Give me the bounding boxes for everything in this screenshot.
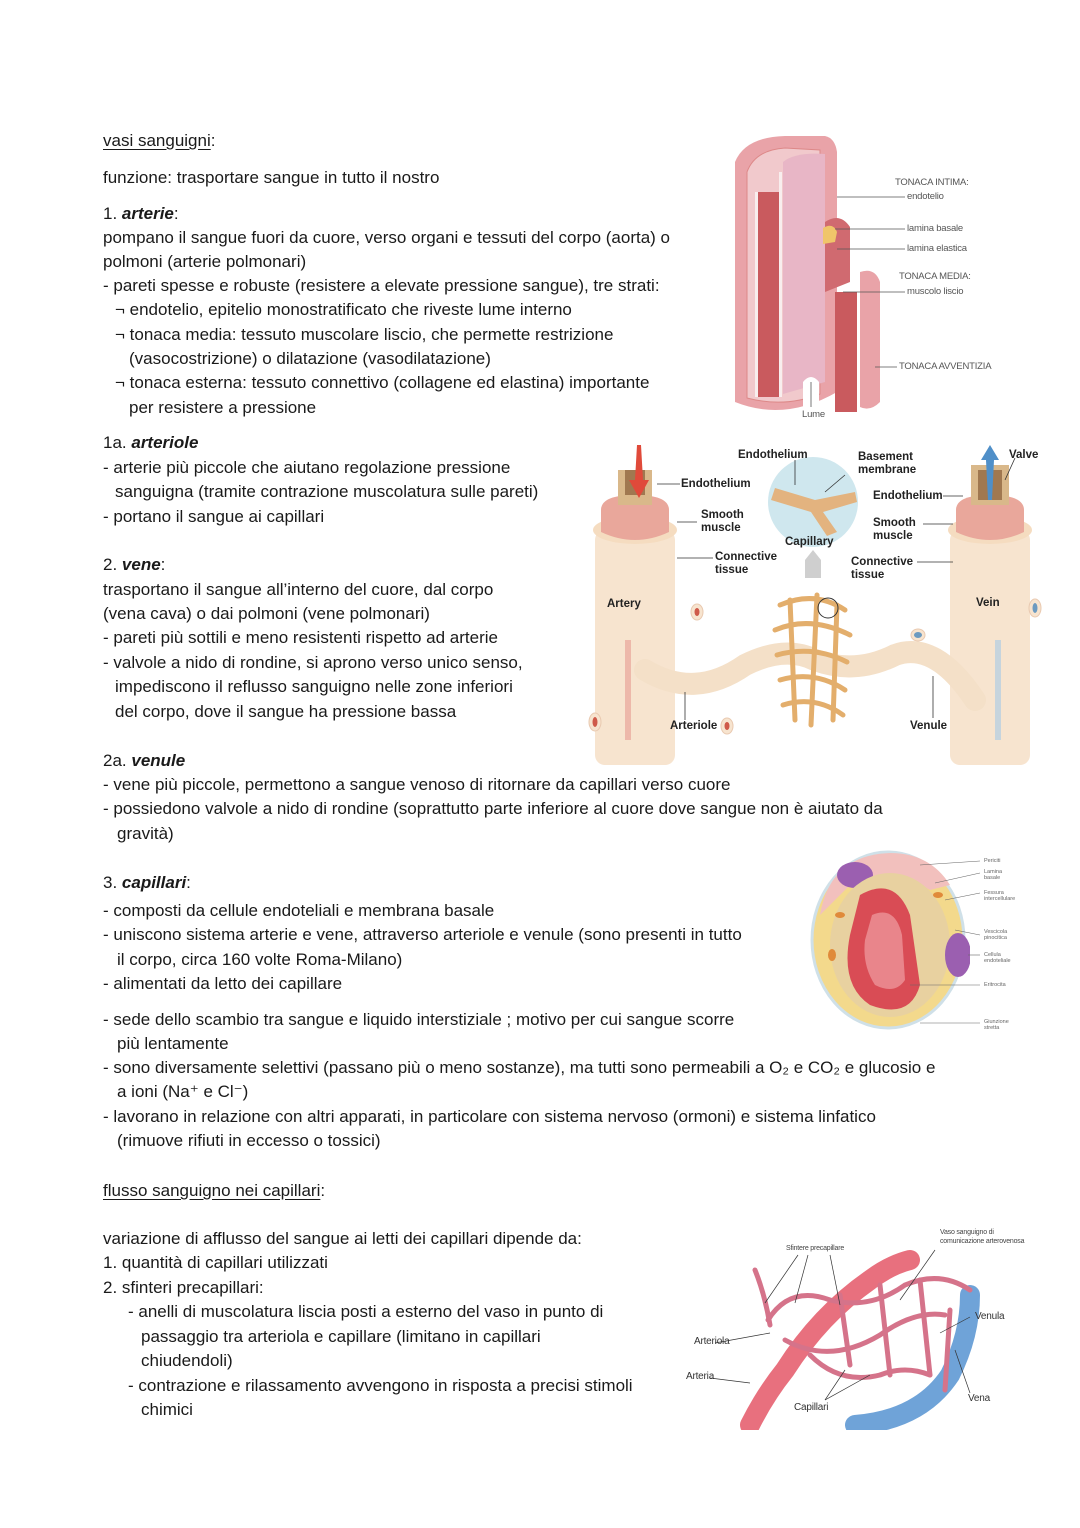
venule-line: - vene più piccole, permettono a sangue venoso di ritornare da capillari verso cuore xyxy=(103,775,731,794)
label-pinocitica: pinocitica xyxy=(984,935,1007,941)
venule-line: gravità) xyxy=(117,824,174,843)
vene-line: - valvole a nido di rondine, si aprono verso unico senso, xyxy=(103,653,523,672)
label-capillary: Capillary xyxy=(785,536,834,548)
capillari-line: - sono diversamente selettivi (passano più o meno sostanze), ma tutti sono permeabili a O₂ e CO₂ e glucosio e xyxy=(103,1058,936,1077)
flusso-line: chimici xyxy=(141,1400,193,1419)
label-connective-artery: Connective xyxy=(715,551,777,563)
figure-artery-wall xyxy=(725,132,1025,427)
label-stretta: stretta xyxy=(984,1025,1000,1031)
figure-capillary-section xyxy=(810,845,1030,1040)
label-connective-artery-2: tissue xyxy=(715,564,749,576)
label-venule: Venule xyxy=(910,720,948,732)
vene-line: impediscono il reflusso sanguigno nelle zone inferiori xyxy=(115,677,513,696)
flusso-line: passaggio tra arteriola e capillare (limitano in capillari xyxy=(141,1327,541,1346)
capillari-line: il corpo, circa 160 volte Roma-Milano) xyxy=(117,950,403,969)
label-vescicola: Vescicola xyxy=(984,929,1008,935)
flusso-line: - contrazione e rilassamento avvengono in risposta a precisi stimoli xyxy=(128,1376,633,1395)
label-vein: Vein xyxy=(976,597,1000,609)
section-heading-vasi-sanguigni: vasi sanguigni: xyxy=(103,131,216,150)
capillari-line: a ioni (Na⁺ e Cl⁻) xyxy=(117,1082,249,1101)
label-vaso-sanguigno-1: Vaso sanguigno di xyxy=(940,1229,994,1236)
arterie-line: (vasocostrizione) o dilatazione (vasodilatazione) xyxy=(129,349,491,368)
section-heading-flusso: flusso sanguigno nei capillari: xyxy=(103,1181,326,1200)
capillari-line: - lavorano in relazione con altri apparati, in particolare con sistema nervoso (ormoni) e sistema linfatico xyxy=(103,1107,876,1126)
capillari-line: più lentamente xyxy=(117,1034,229,1053)
label-smooth-muscle-vein: Smooth xyxy=(873,517,916,529)
vene-line: trasportano il sangue all’interno del cuore, dal corpo xyxy=(103,580,494,599)
label-muscolo-liscio: muscolo liscio xyxy=(907,286,964,297)
label-lume: Lume xyxy=(802,409,825,420)
label-connective-vein-2: tissue xyxy=(851,569,885,581)
flusso-line: - anelli di muscolatura liscia posti a esterno del vaso in punto di xyxy=(128,1302,604,1321)
label-periciti: Periciti xyxy=(984,858,1001,864)
label-membrane: membrane xyxy=(858,464,917,476)
arterie-line: pompano il sangue fuori da cuore, verso organi e tessuti del corpo (aorta) o xyxy=(103,228,670,247)
venule-heading: 2a. venule xyxy=(103,751,186,770)
label-lamina: Lamina xyxy=(984,869,1003,875)
label-endothelium-vein: Endothelium xyxy=(873,490,943,502)
label-giunzione: Giunzione xyxy=(984,1019,1009,1025)
label-smooth-muscle-artery-2: muscle xyxy=(701,522,741,534)
label-fessura: Fessura xyxy=(984,890,1004,896)
label-tonaca-avventizia: TONACA AVVENTIZIA xyxy=(899,361,992,372)
flusso-line: 1. quantità di capillari utilizzati xyxy=(103,1253,328,1272)
label-connective-vein: Connective xyxy=(851,556,913,568)
label-vaso-sanguigno-2: comunicazione arterovenosa xyxy=(940,1238,1025,1245)
vene-line: - pareti più sottili e meno resistenti rispetto ad arterie xyxy=(103,628,498,647)
flusso-line: chiudendoli) xyxy=(141,1351,233,1370)
label-sfintere-precapillare: Sfintere precapillare xyxy=(786,1245,845,1252)
label-arteriole: Arteriole xyxy=(670,720,718,732)
arterie-line: ¬ tonaca esterna: tessuto connettivo (collagene ed elastina) importante xyxy=(115,373,650,392)
label-vena: Vena xyxy=(968,1393,991,1404)
vene-line: (vena cava) o dai polmoni (vene polmonari) xyxy=(103,604,430,623)
arterie-line: per resistere a pressione xyxy=(129,398,317,417)
capillari-heading: 3. capillari: xyxy=(103,873,191,892)
vene-heading: 2. vene: xyxy=(103,555,166,574)
arterie-heading: 1. arterie: xyxy=(103,204,179,223)
label-endothelium-artery: Endothelium xyxy=(681,478,751,490)
label-cellula: Cellula xyxy=(984,952,1001,958)
figure-vessel-comparison xyxy=(585,440,1045,765)
capillari-line: - composti da cellule endoteliali e membrana basale xyxy=(103,901,495,920)
capillari-line: - alimentati da letto dei capillare xyxy=(103,974,343,993)
arterie-line: ¬ endotelio, epitelio monostratificato che riveste lume interno xyxy=(115,300,572,319)
label-arteriola: Arteriola xyxy=(694,1336,730,1347)
label-tonaca-media: TONACA MEDIA: xyxy=(899,271,971,282)
label-capillari: Capillari xyxy=(794,1402,829,1413)
label-endothelium-capillary: Endothelium xyxy=(738,449,808,461)
capillari-line: - sede dello scambio tra sangue e liquido interstiziale ; motivo per cui sangue scorre xyxy=(103,1010,735,1029)
arteriole-line: sanguigna (tramite contrazione muscolatura sulle pareti) xyxy=(115,482,539,501)
vene-line: del corpo, dove il sangue ha pressione bassa xyxy=(115,702,457,721)
label-venula: Venula xyxy=(975,1311,1005,1322)
label-basement: Basement xyxy=(858,451,913,463)
label-intercellulare: intercellulare xyxy=(984,896,1016,902)
label-endoteliale: endoteliale xyxy=(984,958,1011,964)
arteriole-heading: 1a. arteriole xyxy=(103,433,199,452)
venule-line: - possiedono valvole a nido di rondine (soprattutto parte inferiore al cuore dove sangue non è aiutato da xyxy=(103,799,883,818)
capillary-bed-illustration xyxy=(680,1225,1050,1430)
arteriole-line: - arterie più piccole che aiutano regolazione pressione xyxy=(103,458,511,477)
label-eritrocita: Eritrocita xyxy=(984,982,1006,988)
arterie-line: - pareti spesse e robuste (resistere a elevate pressione sangue), tre strati: xyxy=(103,276,660,295)
arteriole-line: - portano il sangue ai capillari xyxy=(103,507,325,526)
label-basale: basale xyxy=(984,875,1001,881)
flusso-line: 2. sfinteri precapillari: xyxy=(103,1278,264,1297)
label-arteria: Arteria xyxy=(686,1371,715,1382)
capillari-line: (rimuove rifiuti in eccesso o tossici) xyxy=(117,1131,381,1150)
figure-capillary-bed xyxy=(680,1225,1050,1430)
label-smooth-muscle-artery: Smooth xyxy=(701,509,744,521)
label-lamina-elastica: lamina elastica xyxy=(907,243,967,254)
label-valve: Valve xyxy=(1009,449,1039,461)
capillari-line: - uniscono sistema arterie e vene, attraverso arteriole e venule (sono presenti in tutto xyxy=(103,925,742,944)
artery-wall-leader-lines xyxy=(725,132,1025,427)
funzione-text: funzione: trasportare sangue in tutto il nostro xyxy=(103,168,440,187)
arterie-line: polmoni (arterie polmonari) xyxy=(103,252,307,271)
label-smooth-muscle-vein-2: muscle xyxy=(873,530,913,542)
arterie-line: ¬ tonaca media: tessuto muscolare liscio, che permette restrizione xyxy=(115,325,614,344)
label-tonaca-intima: TONACA INTIMA: xyxy=(895,177,969,188)
label-endotelio: endotelio xyxy=(907,191,944,202)
label-artery: Artery xyxy=(607,598,641,610)
label-lamina-basale: lamina basale xyxy=(907,223,964,234)
flusso-line: variazione di afflusso del sangue ai letti dei capillari dipende da: xyxy=(103,1229,582,1248)
